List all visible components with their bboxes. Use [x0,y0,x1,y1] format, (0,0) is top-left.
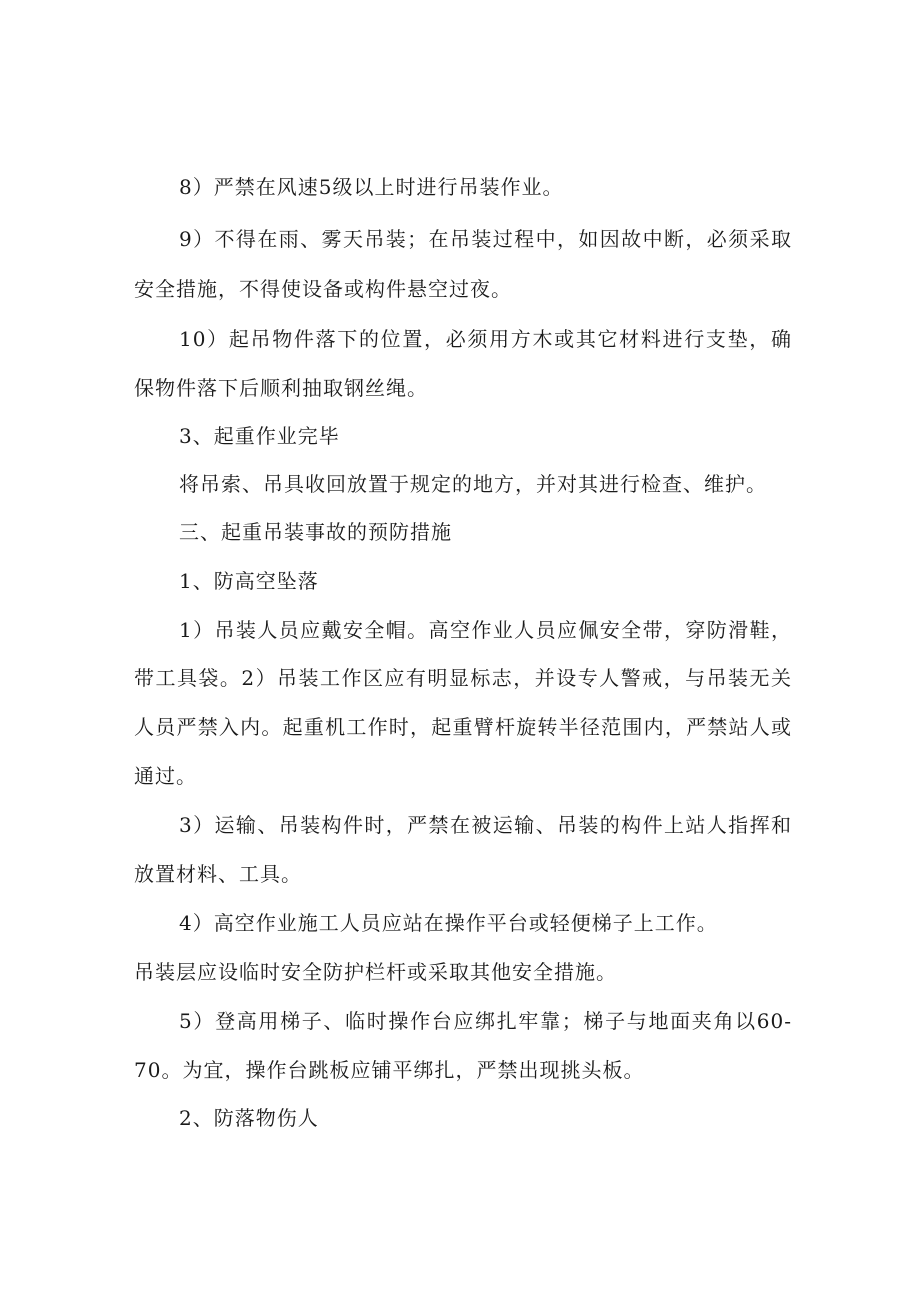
chapter-heading-3: 三、起重吊装事故的预防措施 [179,520,452,544]
paragraph-4-line-1: 4）高空作业施工人员应站在操作平台或轻便梯子上工作。 [179,911,718,935]
paragraph-4-line-2: 吊装层应设临时安全防护栏杆或采取其他安全措施。 [134,960,617,984]
paragraph-line-9-cont: 安全措施，不得使设备或构件悬空过夜。 [134,277,512,301]
paragraph-line-8-text: 8）严禁在风速5级以上时进行吊装作业。 [179,175,564,199]
paragraph-5-line-1: 5）登高用梯子、临时操作台应绑扎牢靠；梯子与地面夹角以60- [179,1009,792,1033]
paragraph-3-line-1: 3）运输、吊装构件时，严禁在被运输、吊装的构件上站人指挥和 [179,813,792,837]
section-heading-3: 3、起重作业完毕 [179,424,340,448]
paragraph-1-line-2: 带工具袋。2）吊装工作区应有明显标志，并设专人警戒，与吊装无关 [134,666,792,690]
paragraph-1-line-4: 通过。 [134,764,197,788]
paragraph-1-line-3: 人员严禁入内。起重机工作时，起重臂杆旋转半径范围内，严禁站人或 [134,715,792,739]
paragraph-3-line-2: 放置材料、工具。 [134,862,302,886]
paragraph-line-10-cont: 保物件落下后顺利抽取钢丝绳。 [134,376,428,400]
section-heading-1: 1、防高空坠落 [179,569,319,593]
paragraph-5-line-2: 70。为宜，操作台跳板应铺平绑扎，严禁出现挑头板。 [134,1058,645,1082]
paragraph-line-9-start: 9）不得在雨、雾天吊装；在吊装过程中，如因故中断，必须采取 [179,227,792,251]
section-heading-2: 2、防落物伤人 [179,1106,319,1130]
paragraph-section-3-text: 将吊索、吊具收回放置于规定的地方，并对其进行检查、维护。 [179,472,767,496]
paragraph-line-10-start: 10）起吊物件落下的位置，必须用方木或其它材料进行支垫，确 [179,327,792,351]
paragraph-1-line-1: 1）吊装人员应戴安全帽。高空作业人员应佩安全带，穿防滑鞋， [179,618,792,642]
